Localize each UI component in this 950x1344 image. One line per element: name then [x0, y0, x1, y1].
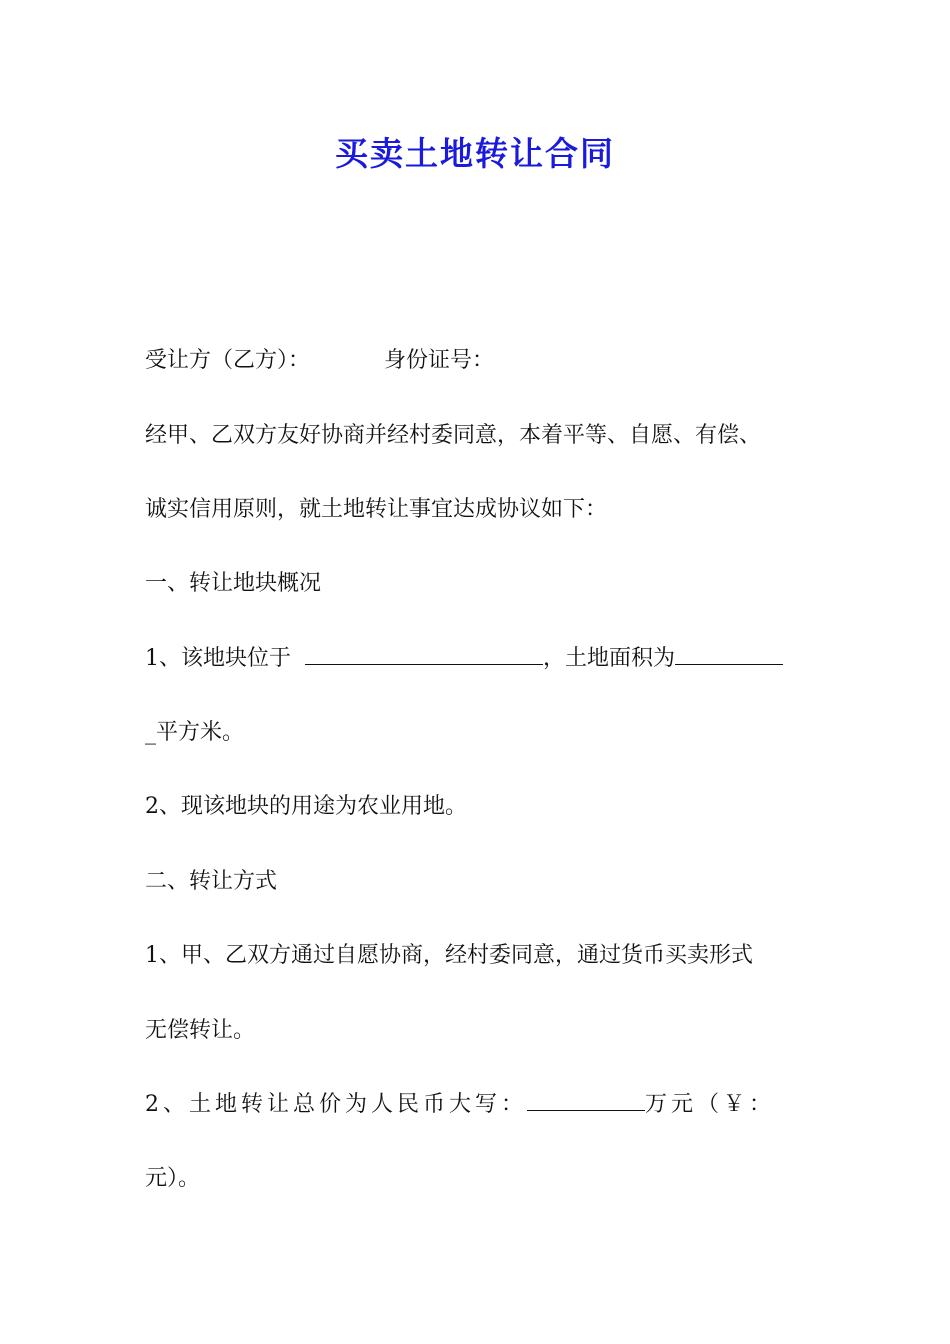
document-title: 买卖土地转让合同 — [335, 134, 615, 173]
clause-2-2-unit-label: 万元（￥： — [645, 1092, 776, 1117]
intro-line-1: 经甲、乙双方友好协商并经村委同意，本着平等、自愿、有偿、 — [145, 423, 762, 448]
clause-1-1-line — [145, 644, 783, 674]
location-blank-field[interactable] — [305, 644, 543, 665]
clause-2-2-price-label: 2、土地转让总价为人民币大写： — [145, 1092, 527, 1117]
clause-1-2: 2、现该地块的用途为农业用地。 — [145, 794, 467, 819]
price-blank-field[interactable] — [527, 1090, 645, 1111]
intro-line-2: 诚实信用原则，就土地转让事宜达成协议如下： — [145, 497, 608, 522]
clause-2-1-line-1: 1、甲、乙双方通过自愿协商，经村委同意，通过货币买卖形式 — [145, 943, 753, 968]
clause-1-1-unit: _平方米。 — [145, 720, 245, 745]
section-heading-2: 二、转让方式 — [145, 869, 278, 894]
clause-1-1-area-label: ，土地面积为 — [543, 646, 676, 671]
clause-2-2-line — [145, 1090, 775, 1120]
area-blank-field[interactable] — [675, 644, 783, 665]
clause-2-1-line-2: 无偿转让。 — [145, 1018, 256, 1043]
party-b-label: 受让方（乙方）： — [145, 348, 311, 373]
id-number-label: 身份证号： — [384, 348, 495, 373]
clause-2-2-end: 元）。 — [145, 1166, 201, 1191]
clause-1-1-location-label: 1、该地块位于 — [145, 646, 291, 671]
party-b-line — [145, 346, 494, 376]
section-heading-1: 一、转让地块概况 — [145, 571, 322, 596]
